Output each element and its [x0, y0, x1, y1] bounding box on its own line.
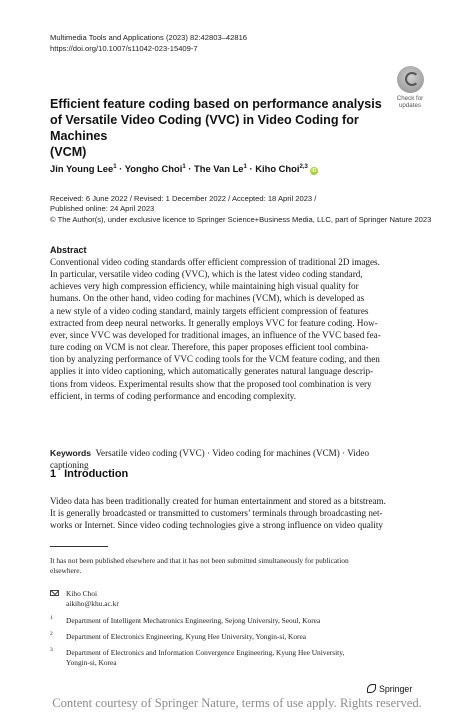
introduction-text: Video data has been traditionally created for human entertainment and stored as a bitstream. It is generally broadcasted or transmitted to customers’ terminals through broadcasting net- works or Internet. Since video coding technologies give a strong influence on video quality — [50, 496, 386, 531]
envelope-icon — [50, 590, 59, 596]
section-number: 1 — [50, 468, 57, 480]
publisher-name: Springer — [379, 684, 413, 694]
journal-header — [50, 33, 247, 54]
affiliation-text: Department of Electronics Engineering, Kyung Hee University, Yongin-si, Korea — [66, 632, 307, 641]
author-name[interactable]: The Van Le — [194, 163, 244, 174]
footnote: It has not been published elsewhere and that it has not been submitted simultaneously for publication elsewhere. — [50, 556, 349, 575]
affiliation-text: Department of Intelligent Mechatronics Engineering, Sejong University, Seoul, Korea — [66, 616, 321, 625]
author-name[interactable]: Kiho Choi — [255, 163, 300, 174]
springer-horse-icon — [366, 683, 376, 693]
contact-name: Kiho Choi — [66, 589, 98, 598]
affiliation-number: 3 — [50, 647, 53, 653]
author-affiliation-mark: 1 — [113, 164, 117, 170]
affiliation-number: 2 — [50, 631, 53, 637]
author-separator: · — [116, 163, 125, 174]
abstract-text: Conventional video coding standards offer efficient compression of traditional 2D images. In particular, versatile video coding (VVC), which is the latest video coding standard, achieves very high compression efficiency, while maintaining high visual quality for humans. On the other hand, video coding for machines (VCM), which is developed as a new style of a video coding standard, mainly targets efficient compression of features extracted from deep neural networks. It generally employs VVC for feature coding. How- ever, since VVC was developed for traditional images, an influence of the VVC based fea- ture coding on VCM is not clear. Therefore, this paper proposes efficient tool combina- tion by analyzing performance of VVC coding tools for the VCM feature coding, and then applies it into video captioning, which automatically generates natural language descrip- tions from videos. Experimental results show that the proposed tool combination is very efficient, in terms of coding performance and encoding complexity. — [50, 257, 381, 401]
affiliation-number: 1 — [50, 615, 53, 621]
courtesy-notice: Content courtesy of Springer Nature, terms of use apply. Rights reserved. — [52, 696, 422, 710]
author-affiliation-mark: 1 — [243, 164, 247, 170]
publication-dates: Received: 6 June 2022 / Revised: 1 December 2022 / Accepted: 18 April 2023 / Published online: 24 April 2023 © The Author(s), under exclusive licence to Springer Science+Business Media, LLC, part of Springer Nature 2023 — [50, 194, 432, 224]
author-list — [50, 163, 318, 175]
abstract-heading: Abstract — [50, 245, 87, 255]
section-title: Introduction — [64, 468, 129, 480]
check-for-updates-icon — [397, 66, 424, 93]
springer-logo — [366, 683, 412, 694]
author-affiliation-mark: 2,3 — [299, 164, 308, 170]
author-affiliation-mark: 1 — [182, 164, 186, 170]
corresponding-author — [50, 589, 119, 608]
keywords-list: Versatile video coding (VVC) · Video coding for machines (VCM) · Video — [95, 448, 370, 458]
author-name[interactable]: Jin Young Lee — [50, 163, 114, 174]
journal-citation: Multimedia Tools and Applications (2023) 82:42803–42816 — [50, 33, 248, 42]
keywords-label: Keywords — [50, 448, 92, 458]
section-heading — [50, 468, 128, 480]
affiliation-text: Department of Electronics and Information Convergence Engineering, Kyung Hee University, — [66, 648, 345, 657]
author-separator: · — [246, 163, 256, 174]
badge-label: Check for updates — [396, 95, 424, 109]
author-separator: · — [185, 163, 195, 174]
doi-link[interactable]: https://doi.org/10.1007/s11042-023-15409-7 — [50, 43, 198, 53]
contact-email[interactable]: aikiho@khu.ac.kr — [66, 598, 119, 608]
author-name[interactable]: Yongho Choi — [124, 163, 183, 174]
affiliation-item — [50, 632, 425, 642]
affiliation-text-continued: Yongin-si, Korea — [66, 657, 117, 667]
affiliation-item — [50, 616, 425, 626]
affiliation-item — [50, 648, 425, 667]
paper-title: Efficient feature coding based on performance analysis of Versatile Video Coding (VVC) in Video Coding for Machines (VCM) — [50, 97, 382, 159]
keywords-list-continued: captioning — [50, 460, 89, 471]
footnote-divider — [50, 546, 108, 547]
orcid-icon[interactable]: iD — [311, 168, 317, 174]
